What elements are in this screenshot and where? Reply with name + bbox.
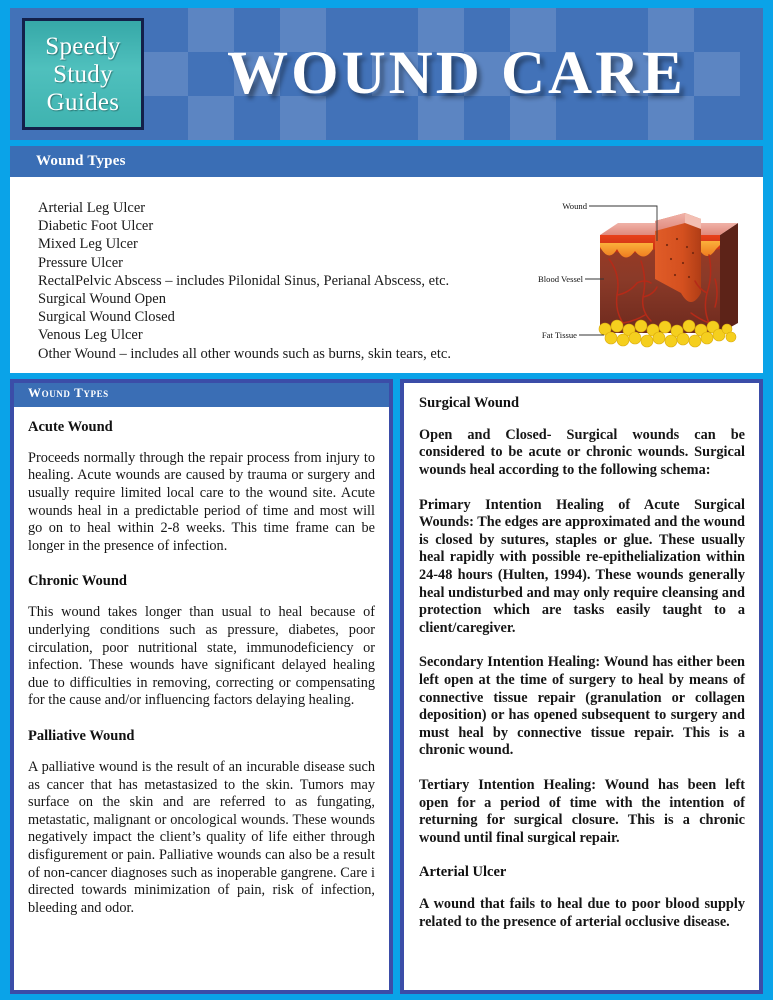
list-item: Pressure Ulcer <box>38 254 123 271</box>
wound-types-body <box>10 177 763 373</box>
skin-wound-diagram <box>505 177 763 373</box>
left-panel-content <box>14 407 389 927</box>
list-item: Surgical Wound Open <box>38 291 166 308</box>
wound-types-list <box>10 177 505 373</box>
right-panel <box>400 379 763 994</box>
diagram-label-blood-vessel: Blood Vessel <box>538 274 583 284</box>
section-heading-acute-wound: Acute Wound <box>28 418 113 435</box>
list-item: Mixed Leg Ulcer <box>38 236 138 253</box>
section-text-palliative-wound: A palliative wound is the result of an incurable disease such as cancer that has metastasized to the skin. Tumors may surface on the skin and are referred to as fungating, metastatic, malignant or oncological wounds. These wounds negatively impact the client’s quality of life either through disfigurement or pain. Palliative wounds can also be a result of non-cancer diagnoses such as inoperable gangrene. Care i directed towards minimization of pain, risk of infection, bleeding and odor. <box>28 758 375 916</box>
section-heading-chronic-wound: Chronic Wound <box>28 573 127 590</box>
list-item: Venous Leg Ulcer <box>38 327 143 344</box>
section-text-arterial-ulcer: A wound that fails to heal due to poor blood supply related to the presence of arterial occlusive disease. <box>419 896 745 930</box>
right-panel-content <box>404 383 759 942</box>
section-text-acute-wound: Proceeds normally through the repair process from injury to healing. Acute wounds are caused by trauma or surgery and usually require limited local care to the wound site. Acute wounds heal in a predictable period of time and most will go on to heal within 2-8 weeks. This time frame can be longer in the presence of infection. <box>28 449 375 554</box>
section-heading-surgical-wound: Surgical Wound <box>419 394 520 411</box>
section-heading-arterial-ulcer: Arterial Ulcer <box>419 864 507 881</box>
wound-types-overview-panel <box>10 146 763 373</box>
list-item: RectalPelvic Abscess – includes Pilonidal Sinus, Perianal Abscess, etc. <box>38 272 450 289</box>
section-text-open-and-closed: Open and Closed- Surgical wounds can be considered to be acute or chronic wounds. Surgical wounds heal according to the following schema: <box>419 426 745 479</box>
section-heading-palliative-wound: Palliative Wound <box>28 727 135 744</box>
list-item: Diabetic Foot Ulcer <box>38 218 154 235</box>
wound-types-bar-title: Wound Types <box>10 146 763 177</box>
list-item: Other Wound – includes all other wounds such as burns, skin tears, etc. <box>38 345 451 362</box>
logo-line-3: Guides <box>46 88 120 116</box>
section-text-secondary-intention: Secondary Intention Healing: Wound has either been left open at the time of surgery to heal by means of connective tissue repair (granulation or collagen deposition) or has opened subsequent to surgery and must heal by connective tissue repair. This is a chronic wound. <box>419 654 745 759</box>
list-item: Surgical Wound Closed <box>38 309 175 326</box>
section-text-chronic-wound: This wound takes longer than usual to heal because of underlying conditions such as pressure, diabetes, poor circulation, poor nutritional state, immunodeficiency or infection. These wounds have significant delayed healing due to difficulties in removing, correcting or compensating for the cause and/or influencing factors delaying healing. <box>28 604 375 709</box>
skin-wound-cross-section-icon <box>505 183 763 363</box>
title-container <box>144 39 763 109</box>
section-text-primary-intention: Primary Intention Healing of Acute Surgical Wounds: The edges are approximated and the wound is closed by sutures, staples or glue. These usually heal rapidly with possible re-epithelialization within 24-48 hours (Hulten, 1994). These wounds generally heal undisturbed and may only require cleansing and protection which are tasks easily taught to a client/caregiver. <box>419 496 745 636</box>
page-title: WOUND CARE <box>227 40 686 107</box>
diagram-label-fat-tissue: Fat Tissue <box>541 330 577 340</box>
left-panel <box>10 379 393 994</box>
page-header <box>10 8 763 140</box>
logo-line-1: Speedy <box>45 32 121 60</box>
list-item: Arterial Leg Ulcer <box>38 200 146 216</box>
section-text-tertiary-intention: Tertiary Intention Healing: Wound has been left open for a period of time with the intention of returning for surgical closure. This is a chronic wound until final surgical repair. <box>419 776 745 846</box>
left-panel-bar-title: Wound Types <box>10 379 393 407</box>
speedy-study-guides-logo <box>22 18 144 130</box>
content-columns <box>10 379 763 994</box>
diagram-label-wound: Wound <box>562 201 587 211</box>
logo-line-2: Study <box>53 60 113 88</box>
